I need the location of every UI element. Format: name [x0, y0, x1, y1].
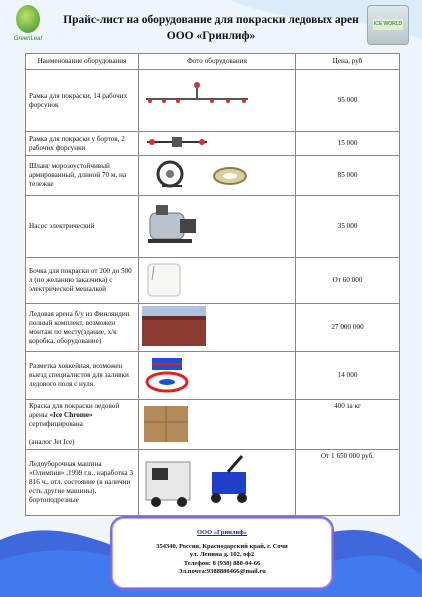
- row-name: Бочка для покраски от 200 до 500 л (по желанию заказчика) с электрической мешалкой: [26, 258, 139, 304]
- border-frame-icon: [142, 134, 212, 150]
- row-price: 14 000: [296, 352, 400, 400]
- row-name: Рамка для покраски, 14 рабочих форсунок: [26, 70, 139, 132]
- photo-hose-cart: [139, 156, 296, 196]
- table-row: [26, 70, 400, 132]
- photo-paint-boxes: [139, 400, 296, 450]
- row-name: Рамка для покраски у бортов, 2 рабочих форсунки: [26, 132, 139, 156]
- table-row: [26, 450, 400, 516]
- row-name: Насос электрический: [26, 196, 139, 258]
- header-name: Наименование оборудования: [26, 54, 139, 70]
- price-table: [25, 53, 400, 516]
- row-name: Шланг морозоустойчивый армированный, длиной 70 м, на тележке: [26, 156, 139, 196]
- title-line-2: ООО «Гринлиф»: [166, 30, 256, 42]
- table-row: [26, 156, 400, 196]
- row-price: От 60 000: [296, 258, 400, 304]
- paint-name-pre: Краска для покраски ледовой арены: [29, 402, 120, 419]
- paint-boxes-icon: [142, 402, 190, 444]
- header-price: Цена, руб: [296, 54, 400, 70]
- table-header-row: [26, 54, 400, 70]
- footer-address-2: ул. Ленина д. 102, оф2: [189, 551, 255, 558]
- table-row: [26, 132, 400, 156]
- footer-email: Эл.почта:9388880466@mail.ru: [178, 568, 266, 575]
- photo-electric-pump: [139, 196, 296, 258]
- header-photo: Фото оборудования: [139, 54, 296, 70]
- photo-barrel: [139, 258, 296, 304]
- photo-paint-frame: [139, 70, 296, 132]
- row-name: Разметка хоккейная, возможен выезд специалистов для заливки ледового поля с нуля.: [26, 352, 139, 400]
- title-line-1: Прайс-лист на оборудование для покраски ледовых арен: [63, 14, 359, 26]
- paint-name-bold: «Ice Chrome»: [49, 411, 93, 419]
- row-name: Ледовая арена б/у из Финляндии полный комплект, возможен монтаж по месту(здание, х/к коробка, оборудование): [26, 304, 139, 352]
- paint-frame-icon: [142, 79, 252, 119]
- leaf-icon: [16, 5, 40, 33]
- footer-address-1: 354340, Россия, Краснодарский край, г. Сочи: [156, 542, 288, 550]
- table-row: [26, 196, 400, 258]
- row-name: Ледоуборочная машина «Олимпия» ,1999 г.в., наработка 3 816 ч., отл. состояние (в наличии есть другие машины), бортоподрезные: [26, 450, 139, 516]
- photo-hockey-marking: [139, 352, 296, 400]
- right-logo-text: ICE WORLD: [373, 19, 403, 30]
- contact-card: [110, 516, 334, 590]
- row-price: 15 000: [296, 132, 400, 156]
- table-row: [26, 400, 400, 450]
- footer-phone: Телефон: 8 (938) 888-04-66: [183, 559, 261, 567]
- row-price: 85 000: [296, 156, 400, 196]
- electric-pump-icon: [142, 199, 202, 251]
- row-price: 27 000 000: [296, 304, 400, 352]
- photo-border-frame: [139, 132, 296, 156]
- table-row: [26, 304, 400, 352]
- row-price: 95 000: [296, 70, 400, 132]
- logo-brand-text: GreenLeaf: [13, 36, 43, 42]
- photo-ice-resurfacer: [139, 450, 296, 516]
- ice-arena-icon: [142, 306, 206, 346]
- hose-cart-icon: [142, 158, 252, 190]
- row-price: От 1 650 000 руб.: [296, 450, 400, 516]
- ice-resurfacer-icon: [142, 452, 262, 510]
- barrel-icon: [142, 260, 186, 298]
- page-title: [55, 12, 367, 44]
- paint-brand: Ice Chrome: [53, 411, 90, 419]
- greenleaf-logo: [8, 5, 48, 49]
- hockey-marking-icon: [142, 354, 192, 394]
- paint-name-note: (аналог Jet Ice): [29, 438, 75, 446]
- footer-company: ООО «Гринлиф»: [196, 529, 247, 536]
- row-name-paint: [26, 400, 139, 450]
- table-row: [26, 352, 400, 400]
- table-row: [26, 258, 400, 304]
- photo-ice-arena: [139, 304, 296, 352]
- row-price: 35 000: [296, 196, 400, 258]
- paint-name-post: сертифицирована: [29, 420, 83, 428]
- row-price: 400 за кг: [296, 400, 400, 450]
- ice-world-logo: [367, 5, 409, 45]
